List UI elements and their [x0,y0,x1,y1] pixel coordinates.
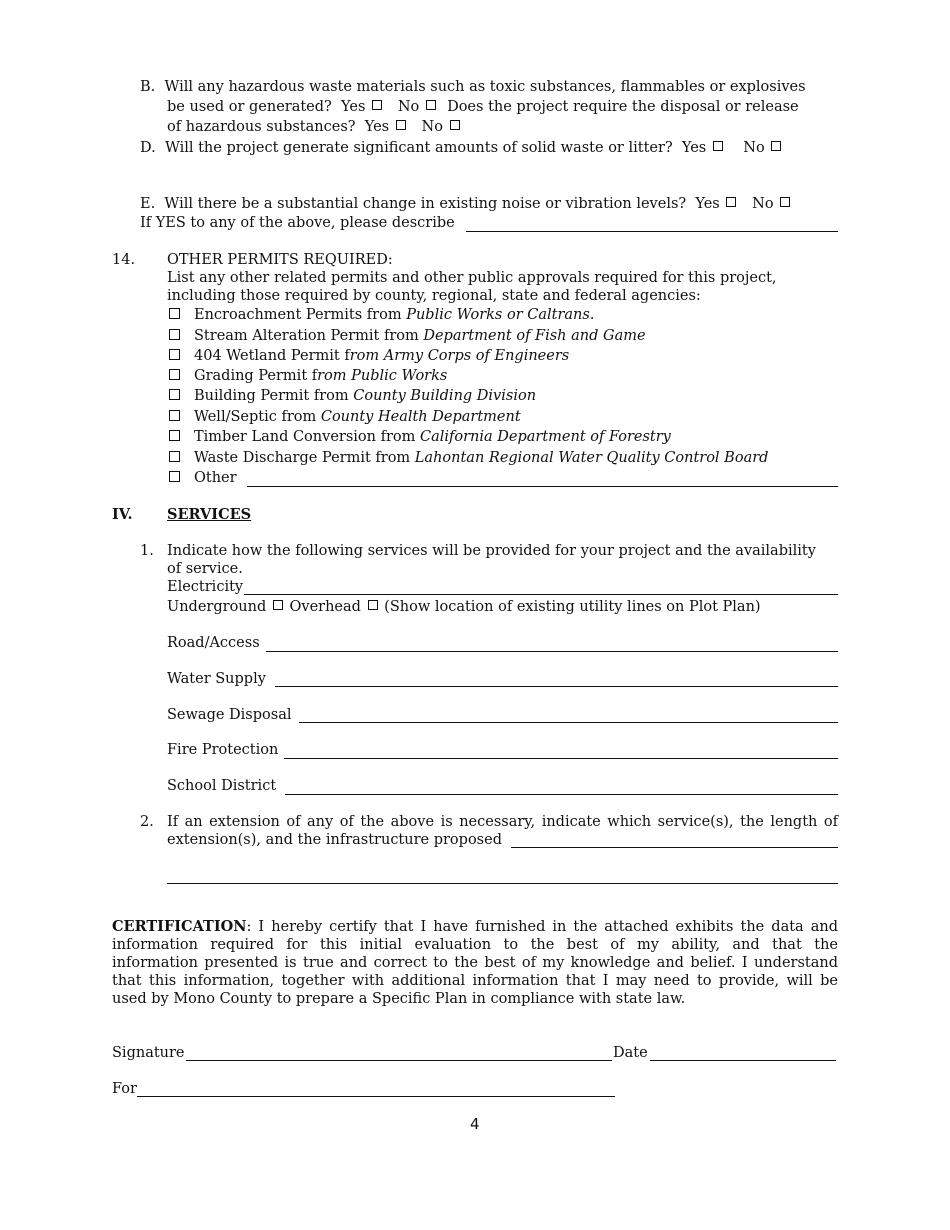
q13b-yes-label: Yes [341,99,366,115]
certification-line2: information required for this initial evaluation to the best of my ability, and that the [112,937,838,953]
q13d-no-label: No [743,140,765,156]
permit-agency: Department of Fish and Game [423,328,646,344]
permit-name: Grading Permit f [194,368,318,384]
q13e-no-checkbox[interactable] [780,197,790,207]
q13e-yes-label: Yes [695,196,720,212]
q13d-label: D. [140,140,156,156]
q14-intro-2: including those required by county, regional, state and federal agencies: [167,288,701,304]
school-district-label: School District [167,778,277,794]
q14-number: 14. [112,252,136,268]
q13e-line [140,195,792,213]
electricity-field[interactable] [244,594,838,595]
q13b-question-b: Does the project require the disposal or release [447,99,799,115]
permit-agency: County Building Division [353,388,537,404]
services-item1-line1: Indicate how the following services will be provided for your project and the availability [167,543,816,559]
services-item1-number: 1. [140,543,154,559]
q14-heading: OTHER PERMITS REQUIRED: [167,252,393,268]
permit-checkbox-building[interactable] [169,389,180,400]
utility-lines-note: (Show location of existing utility lines on Plot Plan) [384,599,761,615]
certification-line1 [112,918,838,936]
permit-name: Timber Land Conversion from [194,429,420,445]
certification-line5: used by Mono County to prepare a Specific Plan in compliance with state law. [112,991,686,1007]
q13b2-yes-checkbox[interactable] [396,120,406,130]
for-label: For [112,1081,137,1097]
permit-checkbox-grading[interactable] [169,369,180,380]
q14-intro-1: List any other related permits and other public approvals required for this project, [167,270,777,286]
section-number: IV. [112,506,133,523]
extension-field-2[interactable] [167,883,838,884]
underground-checkbox[interactable] [273,600,283,610]
permit-waste-discharge [194,449,768,467]
permit-agency: California Department of Forestry [419,429,671,445]
q13d-yes-label: Yes [681,140,707,156]
permit-checkbox-other[interactable] [169,471,180,482]
q13b2-no-checkbox[interactable] [450,120,460,130]
date-field[interactable] [650,1060,836,1061]
q13b-label: B. [140,79,156,95]
q13b-line1 [140,78,806,96]
q13b-yes-checkbox[interactable] [372,100,382,110]
certification-line3: information presented is true and correct to the best of my knowledge and belief. I understand [112,955,838,971]
permit-checkbox-waste-discharge[interactable] [169,451,180,462]
permit-agency: County Health Department [320,409,521,425]
permit-grading [194,367,447,385]
permit-name: 404 Wetland Permit f [194,348,350,364]
q13b2-yes-label: Yes [364,119,390,135]
signature-label: Signature [112,1045,185,1061]
q13-describe-label: If YES to any of the above, please describe [140,215,455,231]
electricity-label: Electricity [167,579,244,595]
water-supply-field[interactable] [275,686,838,687]
q13b-no-label: No [397,99,420,115]
q13b-question-a: be used or generated? [167,99,332,115]
sewage-disposal-field[interactable] [299,722,838,723]
permit-agency: Public Works or Caltrans. [406,307,595,323]
overhead-label: Overhead [289,599,361,615]
for-field[interactable] [137,1096,615,1097]
fire-protection-label: Fire Protection [167,742,279,758]
q13d-no-checkbox[interactable] [771,141,781,151]
permit-well-septic [194,408,521,426]
q13d-line [140,139,783,157]
permit-agency: Lahontan Regional Water Quality Control Board [414,450,769,466]
page-number: 4 [470,1115,480,1133]
permit-wetland [194,347,569,365]
q13e-no-label: No [752,196,774,212]
extension-field-1[interactable] [511,847,838,848]
certification-line4: that this information, together with additional information that I may need to provide, will be [112,973,838,989]
services-item2-line1: If an extension of any of the above is necessary, indicate which service(s), the length of [167,814,838,830]
water-supply-label: Water Supply [167,671,266,687]
q13d-yes-checkbox[interactable] [713,141,723,151]
permit-checkbox-well-septic[interactable] [169,410,180,421]
overhead-checkbox[interactable] [368,600,378,610]
q13b-question-c: of hazardous substances? [167,119,356,135]
q13d-text: Will the project generate significant amounts of solid waste or litter? [164,140,673,156]
road-access-label: Road/Access [167,635,260,651]
permit-name: Building Permit from [194,388,354,404]
school-district-field[interactable] [285,794,838,795]
q13e-label: E. [140,196,156,212]
q13b2-no-label: No [421,119,443,135]
q13b-line2 [167,98,799,116]
q13b-line3 [167,118,462,136]
permit-checkbox-timber[interactable] [169,430,180,441]
fire-protection-field[interactable] [284,758,838,759]
services-item2-number: 2. [140,814,154,830]
services-item1-line2: of service. [167,561,243,577]
certification-text: : I hereby certify that I have furnished in the attached exhibits the data and [246,919,838,935]
q13b-text: Will any hazardous waste materials such as toxic substances, flammables or explosives [164,79,806,95]
date-label: Date [613,1045,648,1061]
q13-describe-field[interactable] [466,231,838,232]
permit-agency: rom Public Works [317,368,448,384]
permit-building [194,387,536,405]
permit-encroachment [194,306,594,324]
road-access-field[interactable] [266,651,838,652]
signature-field[interactable] [186,1060,612,1061]
q13b-no-checkbox[interactable] [426,100,436,110]
permit-checkbox-wetland[interactable] [169,349,180,360]
electricity-options [167,598,761,616]
permit-name: Waste Discharge Permit from [194,450,415,466]
section-title: SERVICES [167,506,252,523]
q13e-text: Will there be a substantial change in existing noise or vibration levels? [164,196,687,212]
permit-checkbox-stream-alteration[interactable] [169,329,180,340]
services-item2-line2: extension(s), and the infrastructure proposed [167,832,502,848]
permit-other-field[interactable] [247,486,838,487]
sewage-disposal-label: Sewage Disposal [167,707,292,723]
permit-name: Stream Alteration Permit from [194,328,424,344]
permit-agency: rom Army Corps of Engineers [349,348,570,364]
permit-other-label: Other [194,470,237,486]
permit-timber [194,428,671,446]
q13e-yes-checkbox[interactable] [726,197,736,207]
permit-name: Encroachment Permits from [194,307,407,323]
certification-label: CERTIFICATION [112,918,247,935]
permit-checkbox-encroachment[interactable] [169,308,180,319]
underground-label: Underground [167,599,267,615]
permit-stream-alteration [194,327,646,345]
permit-name: Well/Septic from [194,409,321,425]
